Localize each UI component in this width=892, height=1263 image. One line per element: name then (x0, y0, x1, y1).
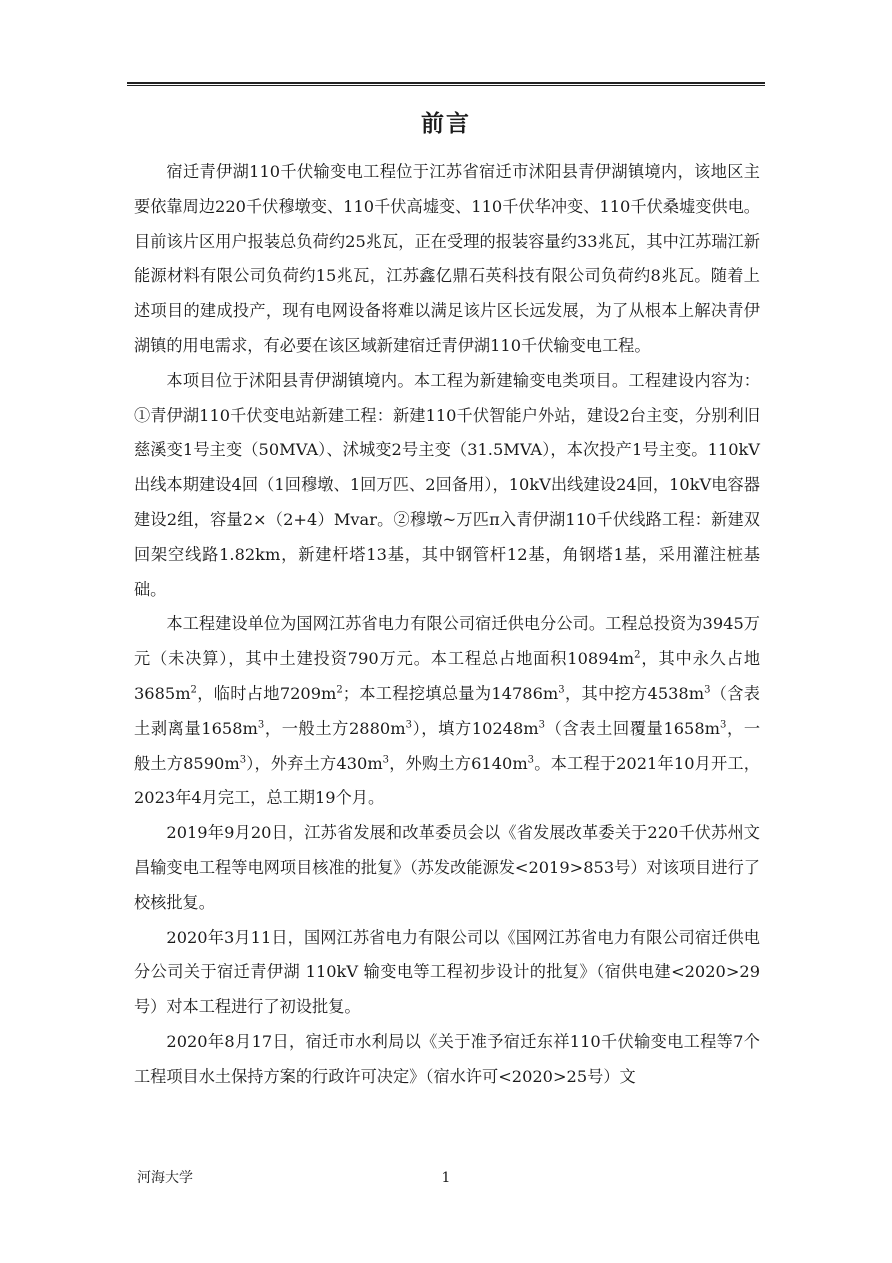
superscript: 3 (720, 719, 727, 731)
body-text (134, 155, 760, 1095)
paragraph (134, 607, 760, 816)
text-segment: 本项目位于沭阳县青伊湖镇境内。本工程为新建输变电类项目。工程建设内容为：①青伊湖110千伏变电站新建工程：新建110千伏智能户外站，建设2台主变，分别利旧慈溪变1号主变（50MVA）、沭城变2号主变（31.5MVA），本次投产1号主变。110kV出线本期建设4回（1回穆墩、1回万匹、2回备用），10kV出线建设24回，10kV电容器建设2组，容量2×（2+4）Mvar。②穆墩~万匹π入青伊湖110千伏线路工程：新建双回架空线路1.82km，新建杆塔13基，其中钢管杆12基，角钢塔1基，采用灌注桩基础。 (134, 370, 760, 599)
footer-institution: 河海大学 (137, 1170, 193, 1186)
text-segment: 。本工程于2021年10月开工，2023年4月完工，总工期19个月。 (134, 753, 760, 808)
superscript: 3 (382, 754, 390, 766)
superscript: 3 (405, 719, 412, 731)
text-segment: 宿迁青伊湖110千伏输变电工程位于江苏省宿迁市沭阳县青伊湖镇境内，该地区主要依靠周边220千伏穆墩变、110千伏高墟变、110千伏华冲变、110千伏桑墟变供电。目前该片区用户报装总负荷约25兆瓦，正在受理的报装容量约33兆瓦，其中江苏瑞江新能源材料有限公司负荷约15兆瓦，江苏鑫亿鼎石英科技有限公司负荷约8兆瓦。随着上述项目的建成投产，现有电网设备将难以满足该片区长远发展，为了从根本上解决青伊湖镇的用电需求，有必要在该区域新建宿迁青伊湖110千伏输变电工程。 (134, 162, 760, 355)
text-segment: ），外弃土方430m (246, 753, 383, 773)
superscript: 3 (704, 684, 711, 696)
paragraph (134, 1025, 760, 1095)
text-segment: ，其中永久占地3685m (134, 649, 761, 703)
superscript: 3 (527, 754, 535, 766)
paragraph (134, 921, 760, 1025)
text-segment: （含表土剥离量1658m (134, 683, 760, 738)
paragraph (134, 155, 760, 364)
text-segment: ），填方10248m (411, 718, 539, 738)
page-title: 前言 (421, 110, 471, 137)
text-segment: 2020年8月17日，宿迁市水利局以《关于准予宿迁东祥110千伏输变电工程等7个工程项目水土保持方案的行政许可决定》（宿水许可<2020>25号）文 (134, 1031, 760, 1086)
paragraph (134, 364, 760, 608)
text-segment: ，一般土方8590m (134, 718, 761, 773)
footer-page-number: 1 (441, 1170, 451, 1186)
text-segment: ；本工程挖填总量为14786m (342, 683, 559, 703)
superscript: 3 (257, 719, 265, 731)
paragraph (134, 816, 760, 920)
text-segment: 本工程建设单位为国网江苏省电力有限公司宿迁供电分公司。工程总投资为3945万元（未决算），其中土建投资790万元。本工程总占地面积10894m (134, 614, 760, 669)
text-segment: ，外购土方6140m (389, 753, 528, 773)
text-segment: ，一般土方2880m (264, 718, 406, 738)
text-segment: ，其中挖方4538m (564, 683, 705, 703)
text-segment: 2020年3月11日，国网江苏省电力有限公司以《国网江苏省电力有限公司宿迁供电分公司关于宿迁青伊湖 110kV 输变电等工程初步设计的批复》（宿供电建<2020>29号）对本工程进行了初设批复。 (134, 927, 760, 1017)
text-segment: ，临时占地7209m (196, 683, 337, 703)
superscript: 2 (336, 684, 343, 696)
superscript: 3 (538, 719, 546, 731)
header-double-rule (127, 82, 765, 86)
superscript: 2 (190, 684, 197, 696)
superscript: 2 (634, 649, 641, 661)
text-segment: （含表土回覆量1658m (545, 718, 720, 738)
superscript: 3 (558, 684, 565, 696)
superscript: 3 (239, 754, 247, 766)
text-segment: 2019年9月20日，江苏省发展和改革委员会以《省发展改革委关于220千伏苏州文昌输变电工程等电网项目核准的批复》（苏发改能源发<2019>853号）对该项目进行了校核批复。 (134, 823, 760, 912)
